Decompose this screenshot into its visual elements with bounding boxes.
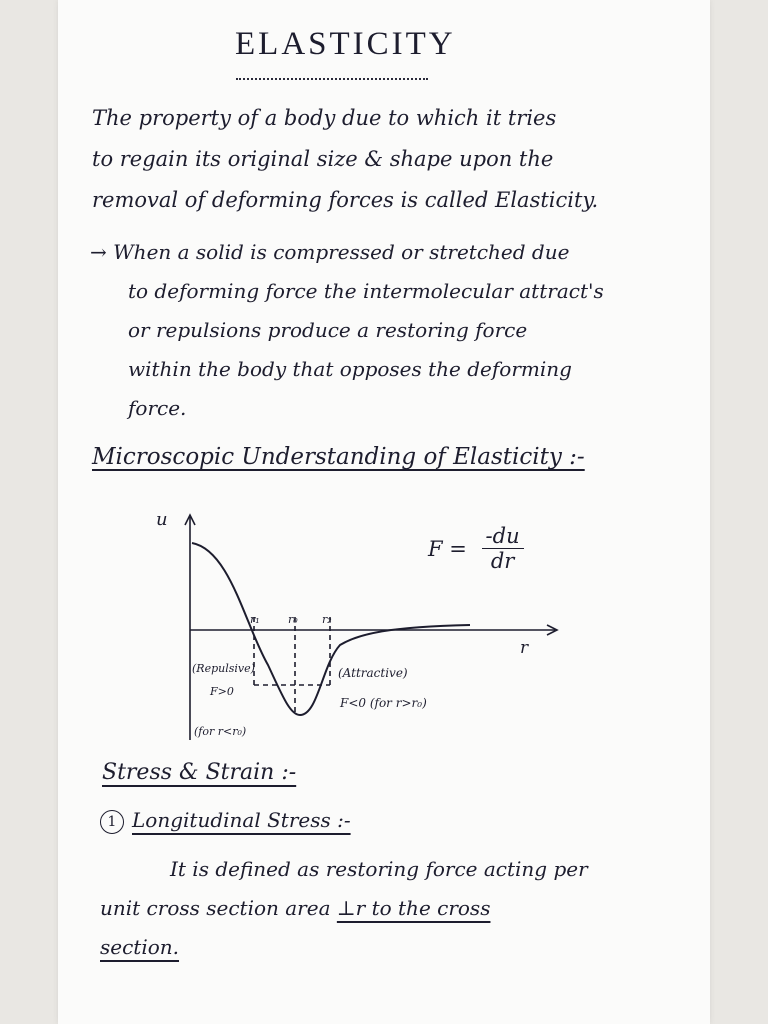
definition-paragraph xyxy=(92,98,707,221)
bullet-line: → When a solid is compressed or stretched due xyxy=(90,240,570,264)
r0-label: r₀ xyxy=(288,613,298,626)
attractive-label: (Attractive) xyxy=(338,666,408,680)
definition-line: unit cross section area ⊥r to the cross xyxy=(100,896,491,920)
arrow-icon: → xyxy=(90,240,107,264)
bullet-line: or repulsions produce a restoring force xyxy=(128,318,528,342)
potential-energy-graph xyxy=(150,505,580,750)
definition-line: to regain its original size & shape upon the xyxy=(92,147,554,171)
r1-label: r₁ xyxy=(250,613,260,626)
y-axis-label: u xyxy=(156,509,168,530)
page-title: ELASTICITY xyxy=(235,26,456,62)
formula-numerator: -du xyxy=(482,524,524,549)
definition-line: removal of deforming forces is called Elasticity. xyxy=(92,188,599,212)
definition-line: It is defined as restoring force acting per xyxy=(170,857,588,881)
bullet-line: within the body that opposes the deforming xyxy=(128,357,572,381)
repulsive-force-label: F>0 xyxy=(210,685,234,698)
formula-denominator: dr xyxy=(490,549,515,573)
definition-line: section. xyxy=(100,935,180,959)
longitudinal-definition xyxy=(100,850,700,967)
x-axis-label: r xyxy=(520,638,529,658)
attractive-force-label: F<0 (for r>r₀) xyxy=(340,696,427,710)
repulsive-range-label: (for r<r₀) xyxy=(194,725,247,738)
title-underline xyxy=(236,74,428,80)
repulsive-label: (Repulsive) xyxy=(192,662,255,675)
circled-number: 1 xyxy=(100,810,124,834)
microscopic-heading: Microscopic Understanding of Elasticity :- xyxy=(92,444,585,470)
bullet-line: force. xyxy=(128,396,187,420)
formula-lhs: F = xyxy=(428,536,467,561)
longitudinal-stress-heading: 1 Longitudinal Stress :- xyxy=(100,808,351,834)
r2-label: r₂ xyxy=(322,613,332,626)
stress-strain-heading: Stress & Strain :- xyxy=(102,760,297,785)
bullet-line: to deforming force the intermolecular attract's xyxy=(128,279,604,303)
bullet-paragraph xyxy=(90,233,710,428)
definition-line: The property of a body due to which it tries xyxy=(92,106,557,130)
